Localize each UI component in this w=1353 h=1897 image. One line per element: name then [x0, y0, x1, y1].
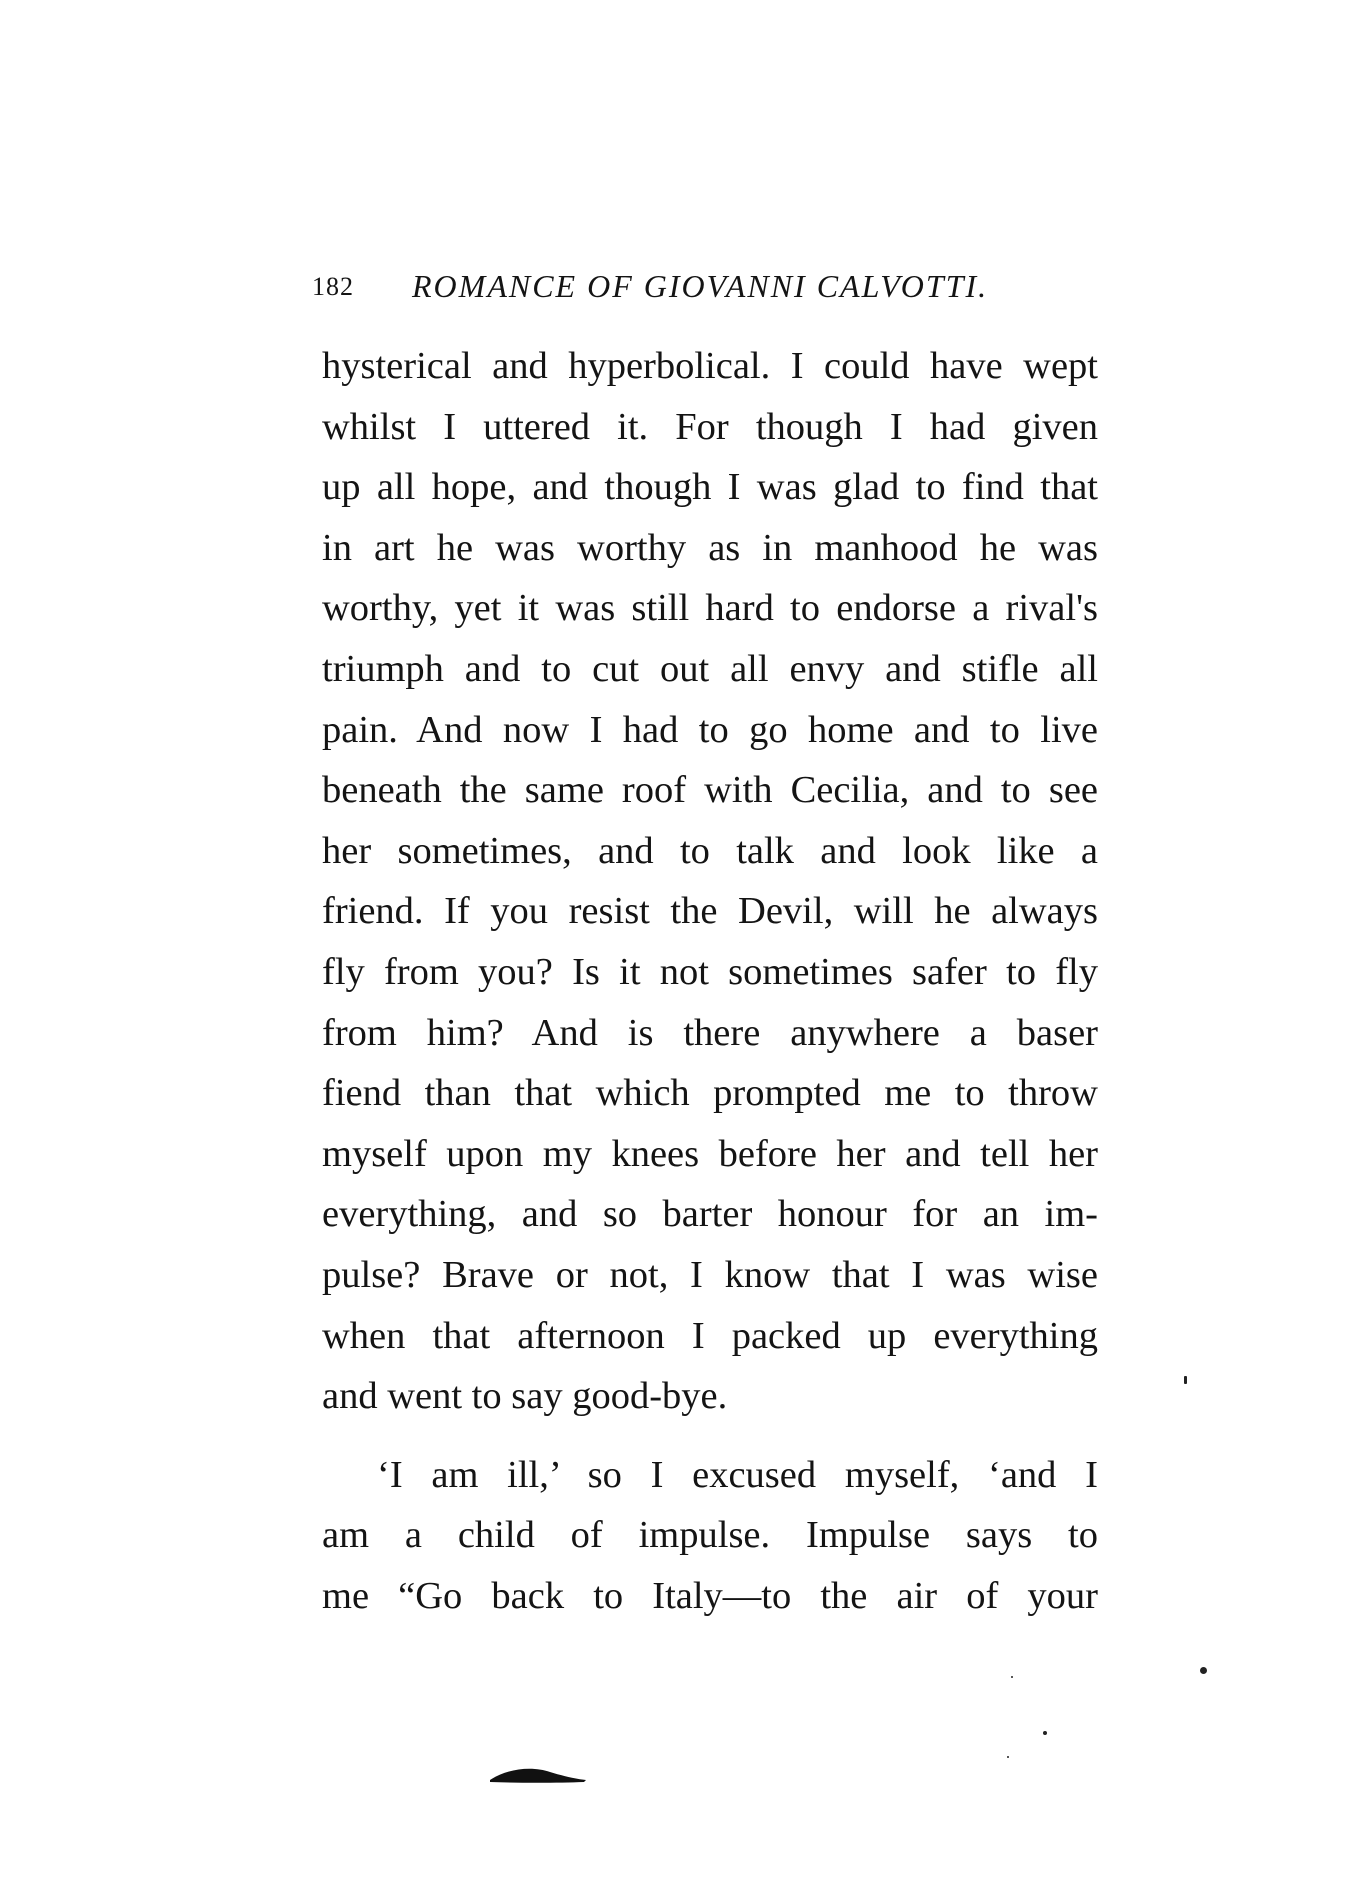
text-line: up all hope, and though I was glad to find that: [322, 466, 1098, 509]
text-line: in art he was worthy as in manhood he was: [322, 526, 1098, 569]
text-line: pain. And now I had to go home and to live: [322, 708, 1098, 751]
page-header: [312, 268, 1072, 308]
text-line: from him? And is there anywhere a baser: [322, 1011, 1098, 1054]
text-line: everything, and so barter honour for an im-: [322, 1193, 1098, 1236]
text-line-paragraph-end: and went to say good-bye.: [322, 1375, 728, 1418]
text-line: fly from you? Is it not sometimes safer to fly: [322, 950, 1098, 993]
scan-speck: [1011, 1676, 1013, 1678]
text-line: friend. If you resist the Devil, will he always: [322, 890, 1098, 933]
text-line: worthy, yet it was still hard to endorse a rival's: [322, 587, 1098, 630]
text-line: her sometimes, and to talk and look like a: [322, 829, 1098, 872]
text-line: when that afternoon I packed up everything: [322, 1314, 1098, 1357]
text-line: fiend than that which prompted me to throw: [322, 1072, 1098, 1115]
text-line-paragraph-start: ‘I am ill,’ so I excused myself, ‘and I: [377, 1453, 1098, 1496]
scan-speck: [1184, 1376, 1187, 1384]
scan-speck: [1200, 1667, 1207, 1674]
page-number: 182: [312, 272, 354, 301]
body-text: [322, 336, 1098, 1626]
text-line: am a child of impulse. Impulse says to: [322, 1514, 1098, 1557]
text-line: myself upon my knees before her and tell her: [322, 1132, 1098, 1175]
scan-speck: [1043, 1731, 1047, 1735]
running-title: ROMANCE OF GIOVANNI CALVOTTI.: [412, 268, 989, 304]
text-line: beneath the same roof with Cecilia, and to see: [322, 769, 1098, 812]
text-line: pulse? Brave or not, I know that I was wise: [322, 1253, 1098, 1296]
ink-smudge-ornament: [488, 1764, 588, 1784]
scan-speck: [1007, 1756, 1009, 1758]
text-line: triumph and to cut out all envy and stifle all: [322, 647, 1098, 690]
text-line: whilst I uttered it. For though I had given: [322, 405, 1098, 448]
text-line: hysterical and hyperbolical. I could have wept: [322, 345, 1098, 387]
text-line: me “Go back to Italy—to the air of your: [322, 1574, 1098, 1617]
